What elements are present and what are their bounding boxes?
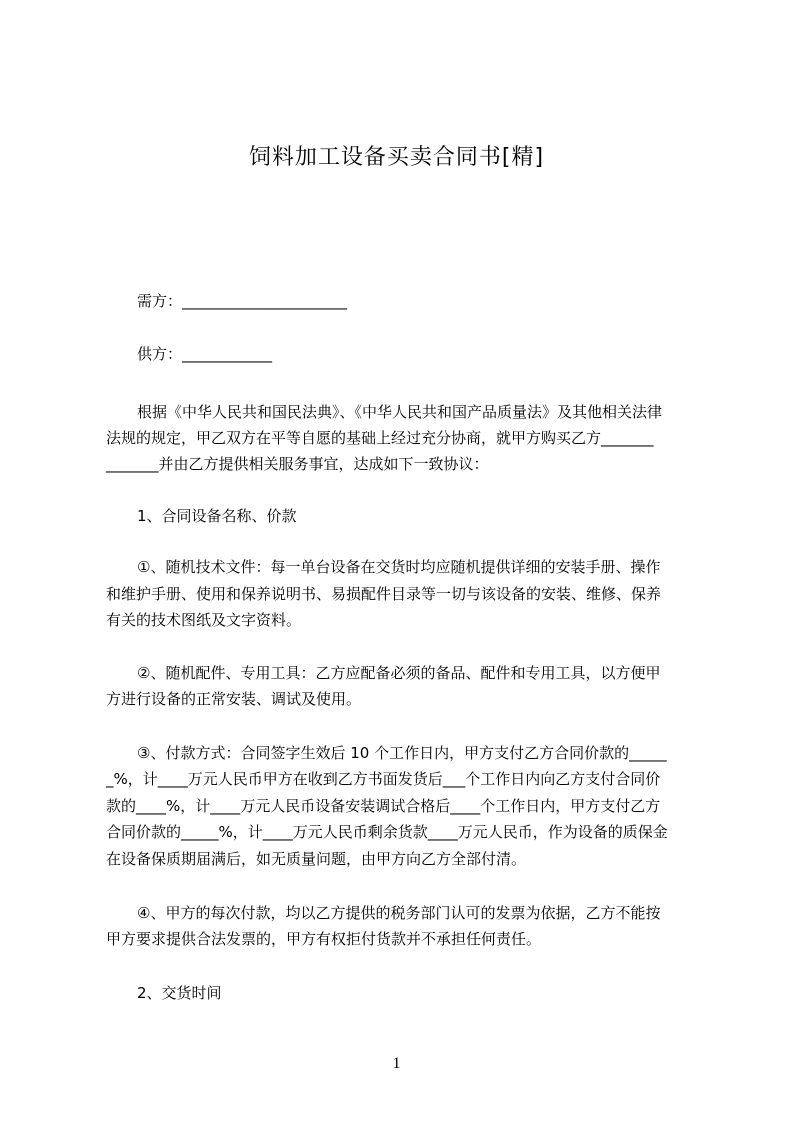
- para-2-line-2: 方进行设备的正常安装、调试及使用。: [106, 690, 362, 708]
- section-2-heading: 2、交货时间: [137, 984, 222, 1002]
- buyer-line: 需方：______________________: [137, 292, 348, 310]
- para-3-line-4: 合同价款的_____%，计____万元人民币剩余货款____万元人民币，作为设备的质保金: [106, 823, 668, 841]
- para-3-line-3: 款的____%，计____万元人民币设备安装调试合格后____个工作日内，甲方支付乙方: [106, 797, 661, 815]
- intro-line-2: 法规的规定，甲乙双方在平等自愿的基础上经过充分协商，就甲方购买乙方_______: [106, 429, 654, 447]
- document-title: 饲料加工设备买卖合同书[精]: [248, 145, 545, 170]
- para-2-line-1: ②、随机配件、专用工具：乙方应配备必须的备品、配件和专用工具，以方便甲: [137, 664, 661, 682]
- intro-line-1: 根据《中华人民共和国民法典》、《中华人民共和国产品质量法》及其他相关法律: [137, 403, 663, 421]
- para-3-line-5: 在设备保质期届满后，如无质量问题，由甲方向乙方全部付清。: [106, 850, 527, 868]
- para-3-line-1: ③、付款方式：合同签字生效后 10 个工作日内，甲方支付乙方合同价款的_____: [137, 744, 667, 762]
- para-4-line-1: ④、甲方的每次付款，均以乙方提供的税务部门认可的发票为依据，乙方不能按: [137, 904, 661, 922]
- para-4-line-2: 甲方要求提供合法发票的，甲方有权拒付货款并不承担任何责任。: [106, 930, 542, 948]
- page-number: 1: [392, 1055, 401, 1072]
- section-1-heading: 1、合同设备名称、价款: [137, 507, 297, 525]
- para-1-line-1: ①、随机技术文件：每一单台设备在交货时均应随机提供详细的安装手册、操作: [137, 558, 661, 576]
- supplier-line: 供方：____________: [137, 345, 273, 363]
- para-3-line-2: _%，计____万元人民币甲方在收到乙方书面发货后___个工作日内向乙方支付合同价: [106, 770, 661, 788]
- intro-line-3: _______并由乙方提供相关服务事宜，达成如下一致协议：: [106, 455, 489, 473]
- para-1-line-3: 有关的技术图纸及文字资料。: [106, 611, 302, 629]
- para-1-line-2: 和维护手册、使用和保养说明书、易损配件目录等一切与该设备的安装、维修、保养: [106, 585, 662, 603]
